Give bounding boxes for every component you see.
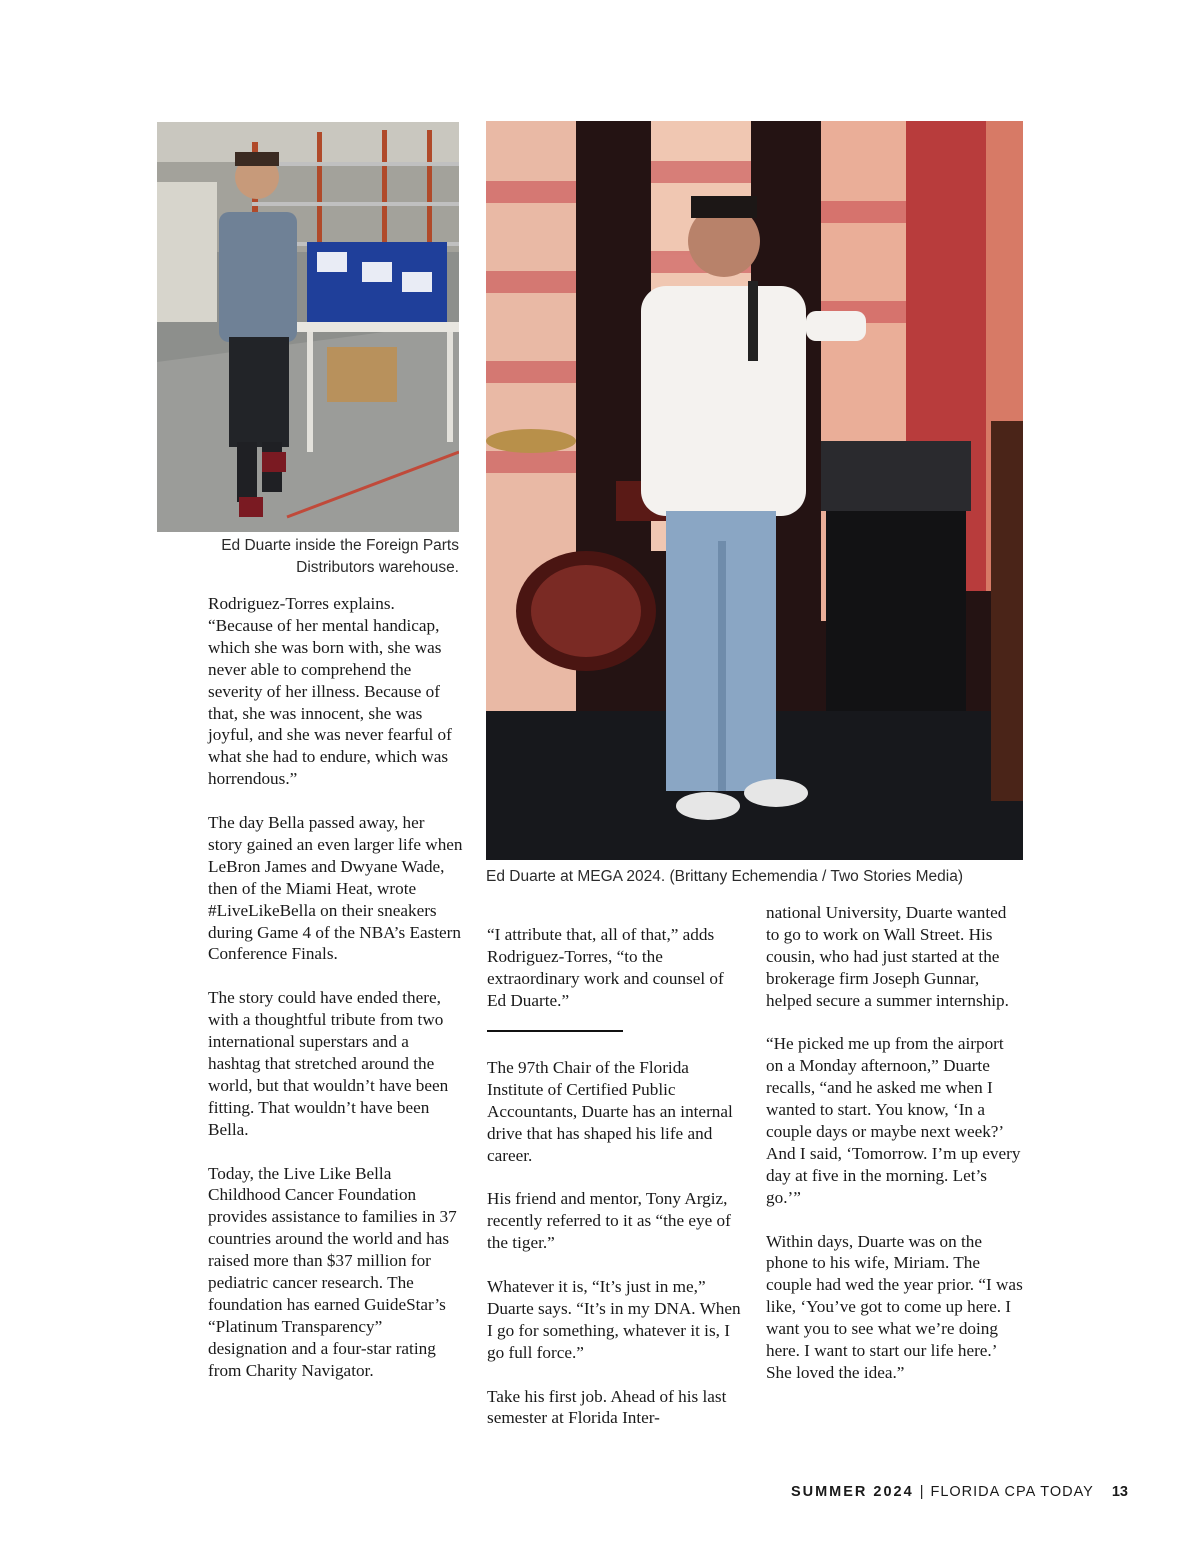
stage-photo xyxy=(486,121,1023,860)
paragraph: “He picked me up from the airport on a Monday afternoon,” Duarte recalls, “and he asked me when I wanted to start. You know, ‘In a couple days or maybe next week?’ And I said, ‘Tomorrow. I’m up every day at five in the morning. Let’s go.’” xyxy=(766,1034,1021,1207)
paragraph: The story could have ended there, with a thoughtful tribute from two international superstars and a hashtag that stretched around the world, but that wouldn’t have been fitting. That wouldn’t have been Bella. xyxy=(208,988,449,1139)
paragraph: Whatever it is, “It’s just in me,” Duarte says. “It’s in my DNA. When I go for something, whatever it is, I go full force.” xyxy=(487,1277,741,1362)
paragraph: national University, Duarte wanted to go to work on Wall Street. His cousin, who had just started at the brokerage firm Joseph Gunnar, helped secure a summer internship. xyxy=(766,903,1009,1010)
stage-photo-caption: Ed Duarte at MEGA 2024. (Brittany Echemendia / Two Stories Media) xyxy=(486,868,963,885)
footer-separator: | xyxy=(919,1484,925,1500)
paragraph: The 97th Chair of the Florida Institute of Certified Public Accountants, Duarte has an internal drive that has shaped his life and career. xyxy=(487,1058,733,1165)
paragraph: His friend and mentor, Tony Argiz, recently referred to it as “the eye of the tiger.” xyxy=(487,1189,731,1253)
issue-label: SUMMER 2024 xyxy=(790,1484,914,1500)
paragraph: Rodriguez-Torres explains. “Because of her mental handicap, which she was born with, she was never able to comprehend the severity of her illness. Because of that, she was innocent, she was joyful, and she was never fearful of what she had to endure, which was horrendous.” xyxy=(208,594,452,789)
paragraph: Today, the Live Like Bella Childhood Cancer Foundation provides assistance to families in 37 countries around the world and has raised more than $37 million for pediatric cancer research. The foundation has earned GuideStar’s “Platinum Transparency” designation and a four-star rating from Charity Navigator. xyxy=(208,1163,457,1380)
publication-name: FLORIDA CPA TODAY xyxy=(930,1484,1094,1500)
article-column-3 xyxy=(766,902,1024,1406)
paragraph: Take his first job. Ahead of his last semester at Florida Inter- xyxy=(487,1386,727,1428)
warehouse-photo xyxy=(157,122,459,532)
article-column-1 xyxy=(208,593,463,1403)
paragraph: “I attribute that, all of that,” adds Rodriguez-Torres, “to the extraordinary work and counsel of Ed Duarte.” xyxy=(487,925,724,1010)
article-column-2-top xyxy=(487,924,745,1034)
paragraph: The day Bella passed away, her story gained an even larger life when LeBron James and Dwyane Wade, then of the Miami Heat, wrote #LiveLikeBella on their sneakers during Game 4 of the NBA’s Eastern Conference Finals. xyxy=(208,813,463,964)
article-column-2 xyxy=(487,1057,745,1451)
warehouse-photo-caption: Ed Duarte inside the Foreign Parts Distributors warehouse. xyxy=(221,537,459,576)
paragraph: Within days, Duarte was on the phone to his wife, Miriam. The couple had wed the year prior. “I was like, ‘You’ve got to come up here. I want you to see what we’re doing here. I want to start our life here.’ She loved the idea.” xyxy=(766,1231,1023,1382)
page-footer xyxy=(791,1484,1128,1500)
page-number: 13 xyxy=(1111,1484,1128,1500)
section-divider xyxy=(487,1030,623,1032)
